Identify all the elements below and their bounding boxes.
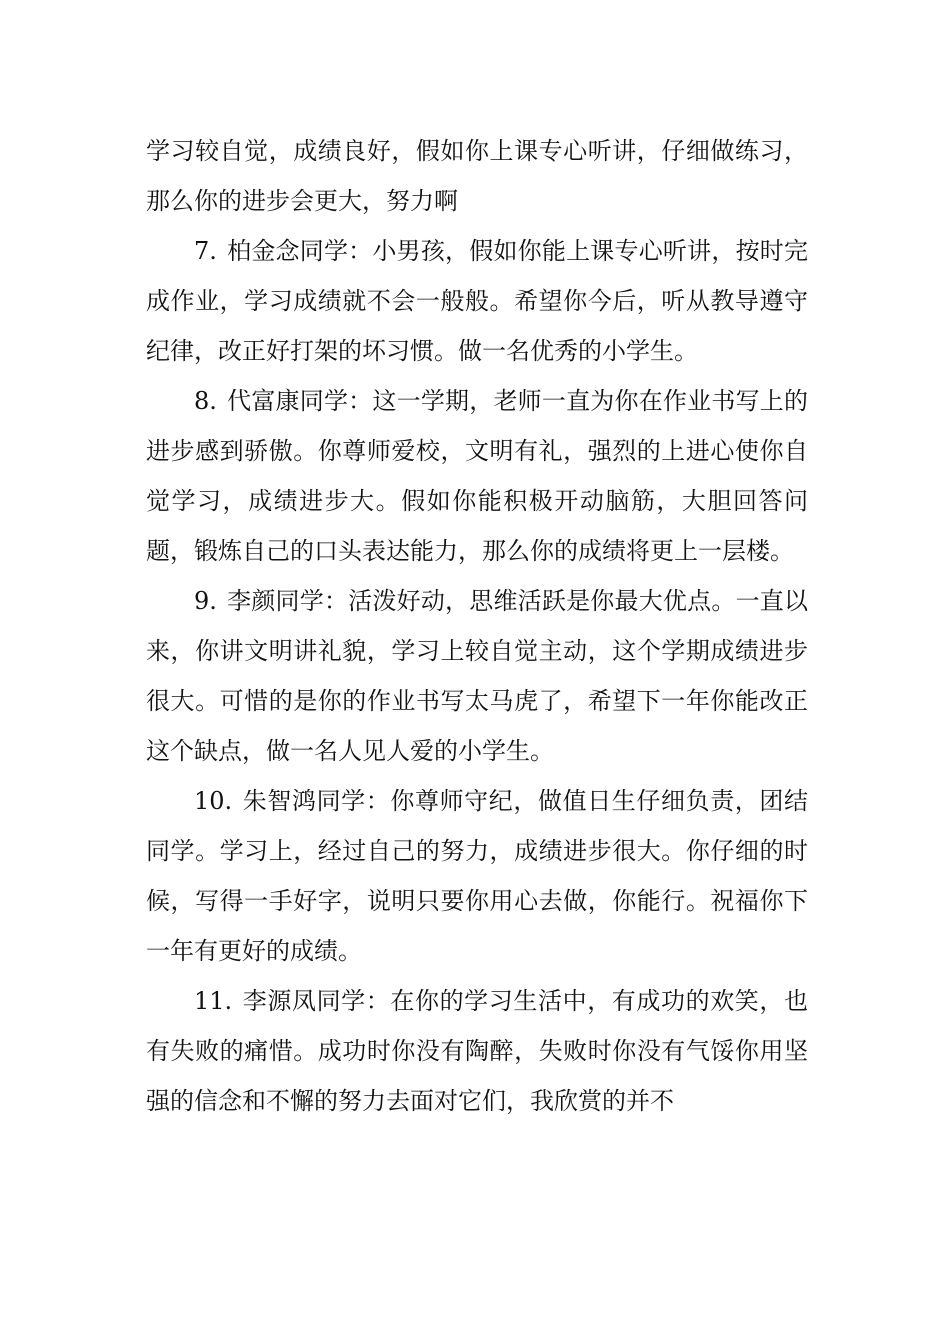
paragraph-item-10 [146, 776, 808, 976]
paragraph-text: 李颜同学：活泼好动，思维活跃是你最大优点。一直以来，你讲文明讲礼貌，学习上较自觉主动，这个学期成绩进步很大。可惜的是你的作业书写太马虎了，希望下一年你能改正这个缺点，做一名人见人爱的小学生。 [146, 587, 808, 765]
paragraph-text: 代富康同学：这一学期，老师一直为你在作业书写上的进步感到骄傲。你尊师爱校，文明有礼，强烈的上进心使你自觉学习，成绩进步大。假如你能积极开动脑筋，大胆回答问题，锻炼自己的口头表达能力，那么你的成绩将更上一层楼。 [146, 387, 808, 565]
paragraph-item-8 [146, 376, 808, 576]
paragraph-item-9 [146, 576, 808, 776]
item-number: 7. [194, 237, 217, 265]
item-number: 9. [194, 587, 217, 615]
item-number: 10. [194, 787, 233, 815]
paragraph-item-7 [146, 226, 808, 376]
document-body [146, 126, 808, 1126]
item-number: 8. [194, 387, 217, 415]
item-number: 11. [194, 987, 233, 1015]
paragraph-continued [146, 126, 808, 226]
paragraph-text: 朱智鸿同学：你尊师守纪，做值日生仔细负责，团结同学。学习上，经过自己的努力，成绩进步很大。你仔细的时候，写得一手好字，说明只要你用心去做，你能行。祝福你下一年有更好的成绩。 [146, 787, 808, 965]
paragraph-text: 学习较自觉，成绩良好，假如你上课专心听讲，仔细做练习，那么你的进步会更大，努力啊 [146, 137, 808, 215]
paragraph-item-11 [146, 976, 808, 1126]
paragraph-text: 柏金念同学：小男孩，假如你能上课专心听讲，按时完成作业，学习成绩就不会一般般。希望你今后，听从教导遵守纪律，改正好打架的坏习惯。做一名优秀的小学生。 [146, 237, 808, 365]
paragraph-text: 李源凤同学：在你的学习生活中，有成功的欢笑，也有失败的痛惜。成功时你没有陶醉，失败时你没有气馁你用坚强的信念和不懈的努力去面对它们，我欣赏的并不 [146, 987, 808, 1115]
